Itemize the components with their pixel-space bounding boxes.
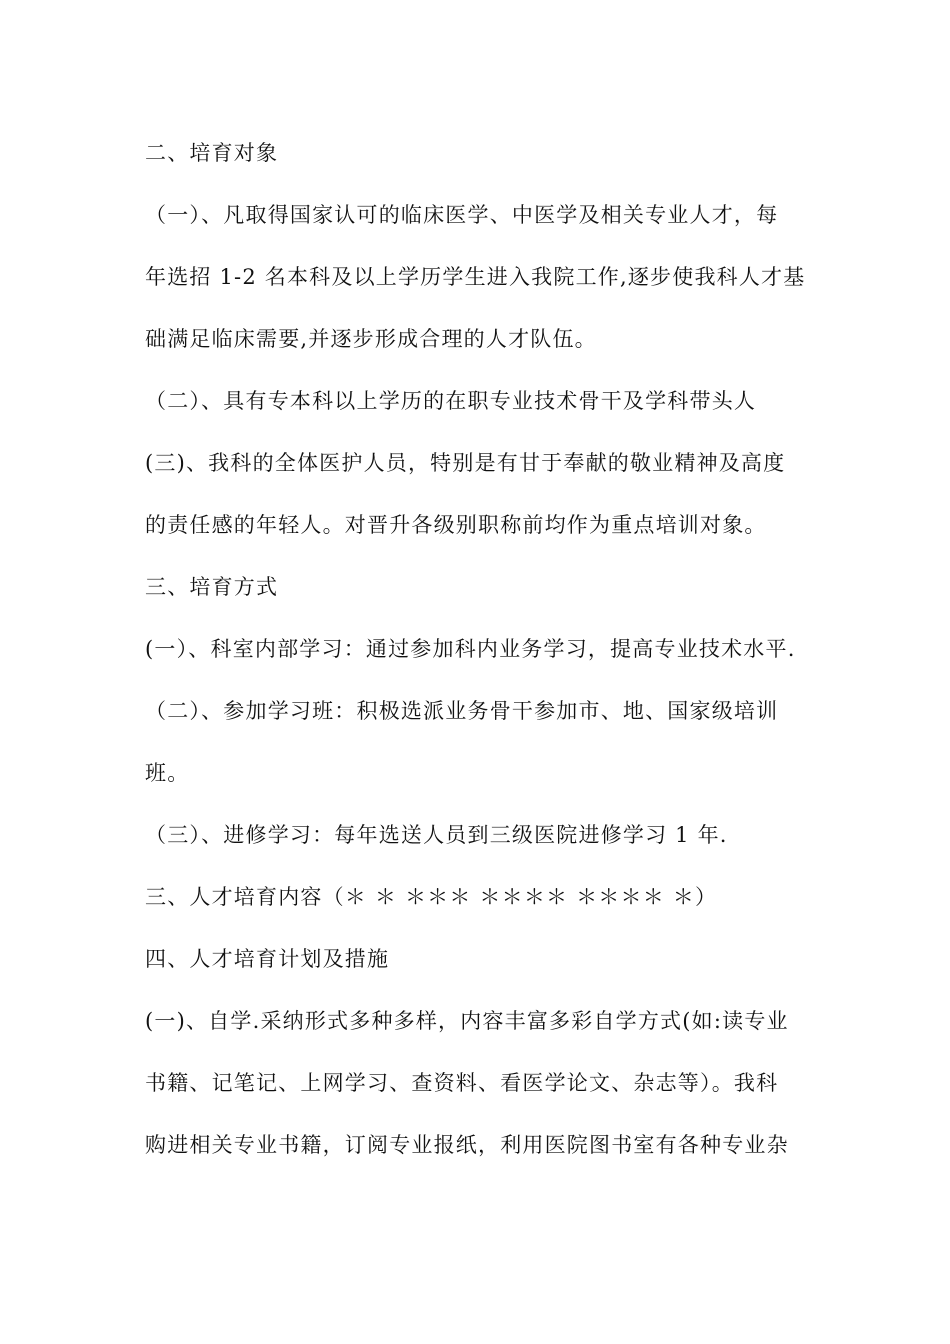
paragraph-line: （三）、进修学习：每年选送人员到三级医院进修学习 1 年.	[145, 823, 728, 847]
paragraph-line: (一）、科室内部学习：通过参加科内业务学习，提高专业技术水平.	[145, 637, 796, 661]
paragraph-line: 书籍、记笔记、上网学习、查资料、看医学论文、杂志等）。我科	[145, 1071, 779, 1095]
section-heading-training-plan: 四、人才培育计划及措施	[145, 947, 390, 971]
paragraph-line: （二）、具有专本科以上学历的在职专业技术骨干及学科带头人	[145, 389, 757, 413]
section-heading-training-targets: 二、培育对象	[145, 141, 279, 165]
paragraph-line: (一)、自学.采纳形式多种多样，内容丰富多彩自学方式(如:读专业	[145, 1009, 789, 1033]
paragraph-line: (三)、我科的全体医护人员，特别是有甘于奉献的敬业精神及高度	[145, 451, 786, 475]
paragraph-line: 础满足临床需要,并逐步形成合理的人才队伍。	[145, 327, 597, 351]
section-heading-training-content: 三、人才培育内容（＊ ＊ ＊＊＊ ＊＊＊＊ ＊＊＊＊ ＊）	[145, 885, 718, 909]
paragraph-line: 班。	[145, 761, 190, 785]
paragraph-line: （一）、凡取得国家认可的临床医学、中医学及相关专业人才，每	[145, 203, 779, 227]
paragraph-line: 购进相关专业书籍，订阅专业报纸，利用医院图书室有各种专业杂	[145, 1133, 789, 1157]
paragraph-line: 的责任感的年轻人。对晋升各级别职称前均作为重点培训对象。	[145, 513, 767, 537]
section-heading-training-methods: 三、培育方式	[145, 575, 279, 599]
paragraph-line: （二）、参加学习班：积极选派业务骨干参加市、地、国家级培训	[145, 699, 779, 723]
document-body	[145, 132, 810, 1186]
paragraph-line: 年选招 1-2 名本科及以上学历学生进入我院工作,逐步使我科人才基	[145, 265, 806, 289]
